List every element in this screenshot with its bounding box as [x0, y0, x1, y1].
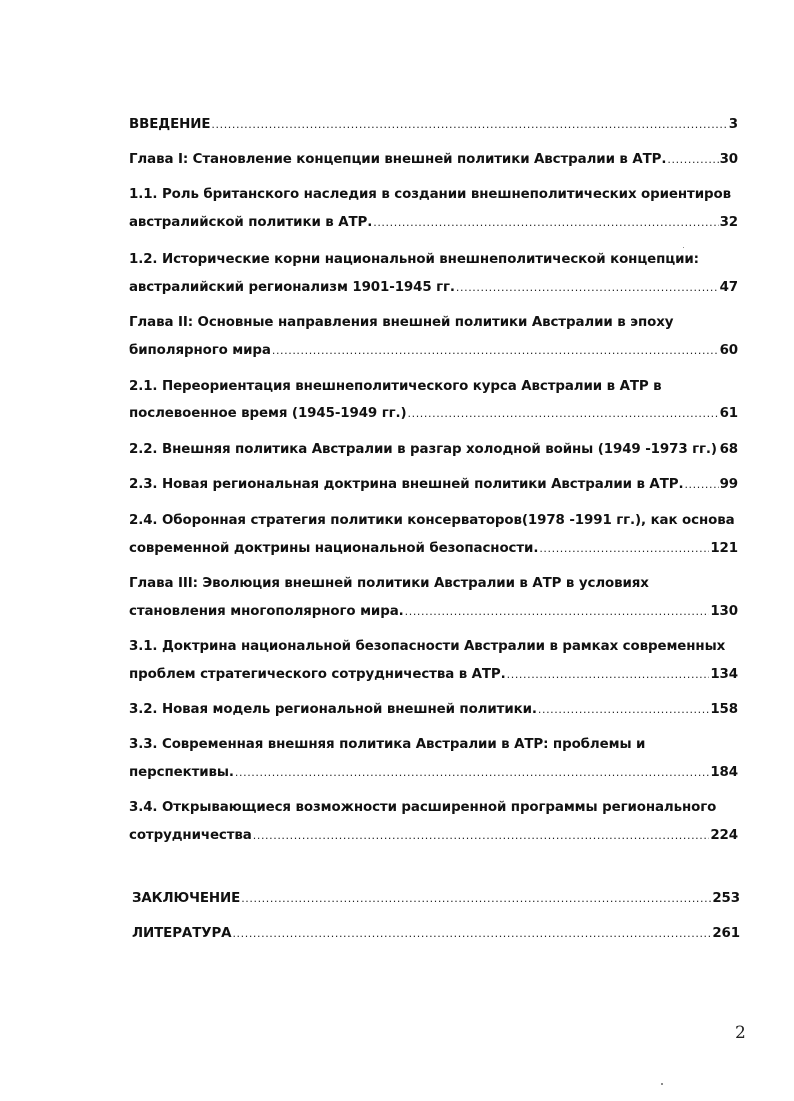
toc-entry-page: 261 — [712, 926, 740, 941]
toc-entry-conclusion — [132, 889, 740, 909]
dot-leader — [235, 763, 709, 783]
toc-entry-title: 1.1. Роль британского наследия в создании внешнеполитических ориентиров — [129, 187, 731, 202]
toc-entry-2-3 — [129, 475, 738, 495]
toc-entry-page: 60 — [719, 343, 738, 358]
toc-entry-2-4-line2 — [129, 539, 738, 559]
toc-entry-page: 158 — [710, 702, 738, 717]
dot-leader — [211, 115, 727, 135]
toc-entry-1-2-line2 — [129, 278, 738, 298]
toc-entry-title: Глава I: Становление концепции внешней политики Австралии в АТР. — [129, 152, 667, 167]
toc-entry-2-1-line1 — [129, 377, 738, 397]
toc-entry-3-4-line2 — [129, 826, 738, 846]
toc-entry-page: 61 — [719, 406, 738, 421]
toc-entry-1-2-line1 — [129, 250, 738, 270]
toc-entry-page: 184 — [710, 765, 738, 780]
scan-speck — [661, 1083, 663, 1085]
toc-entry-chapter-2-line1 — [129, 313, 738, 333]
toc-entry-3-1-line1 — [129, 637, 738, 657]
toc-entry-page: 134 — [710, 667, 738, 682]
toc-entry-literature — [132, 924, 740, 944]
toc-entry-chapter-1 — [129, 150, 738, 170]
toc-entry-3-3-line1 — [129, 735, 738, 755]
dot-leader — [456, 278, 719, 298]
toc-entry-title: ЗАКЛЮЧЕНИЕ — [132, 891, 241, 906]
toc-entry-page: 130 — [710, 604, 738, 619]
toc-entry-3-4-line1 — [129, 798, 738, 818]
dot-leader — [684, 475, 718, 495]
toc-entry-title-cont: биполярного мира — [129, 343, 271, 358]
page-number: 2 — [735, 1023, 746, 1043]
scan-speck — [683, 247, 684, 248]
toc-entry-page: 121 — [710, 541, 738, 556]
toc-entry-title: 3.2. Новая модель региональной внешней политики. — [129, 702, 537, 717]
toc-entry-page: 253 — [712, 891, 740, 906]
toc-entry-introduction — [129, 115, 738, 135]
toc-entry-title: ЛИТЕРАТУРА — [132, 926, 232, 941]
toc-entry-page: 224 — [710, 828, 738, 843]
dot-leader — [253, 826, 710, 846]
toc-entry-title-cont: перспективы. — [129, 765, 234, 780]
dot-leader — [232, 924, 711, 944]
toc-entry-page: 30 — [719, 152, 738, 167]
dot-leader — [667, 150, 718, 170]
dot-leader — [507, 665, 710, 685]
toc-entry-title: 2.1. Переориентация внешнеполитического курса Австралии в АТР в — [129, 379, 662, 394]
toc-entry-title-cont: австралийский регионализм 1901-1945 гг. — [129, 280, 455, 295]
dot-leader — [272, 341, 719, 361]
dot-leader — [405, 602, 710, 622]
toc-entry-page: 99 — [719, 477, 738, 492]
toc-entry-title-cont: проблем стратегического сотрудничества в АТР. — [129, 667, 506, 682]
toc-entry-title: Глава II: Основные направления внешней политики Австралии в эпоху — [129, 315, 674, 330]
toc-entry-title: ВВЕДЕНИЕ — [129, 117, 211, 132]
toc-entry-title: 3.4. Открывающиеся возможности расширенной программы регионального — [129, 800, 717, 815]
toc-entry-title: 1.2. Исторические корни национальной внешнеполитической концепции: — [129, 252, 699, 267]
toc-entry-title-cont: становления многополярного мира. — [129, 604, 404, 619]
dot-leader — [241, 889, 711, 909]
toc-entry-chapter-2-line2 — [129, 341, 738, 361]
dot-leader — [718, 440, 719, 460]
toc-entry-title: Глава III: Эволюция внешней политики Австралии в АТР в условиях — [129, 576, 649, 591]
dot-leader — [539, 539, 709, 559]
toc-entry-chapter-3-line2 — [129, 602, 738, 622]
toc-entry-title-cont: австралийской политики в АТР. — [129, 215, 373, 230]
toc-entry-3-3-line2 — [129, 763, 738, 783]
dot-leader — [538, 700, 709, 720]
toc-entry-title-cont: современной доктрины национальной безопасности. — [129, 541, 539, 556]
toc-entry-1-1-line2 — [129, 213, 738, 233]
toc-entry-title: 2.2. Внешняя политика Австралии в разгар холодной войны (1949 -1973 гг.) — [129, 442, 717, 457]
toc-entry-title: 2.3. Новая региональная доктрина внешней политики Австралии в АТР. — [129, 477, 684, 492]
toc-entry-title: 3.3. Современная внешняя политика Австралии в АТР: проблемы и — [129, 737, 646, 752]
toc-entry-title: 2.4. Оборонная стратегия политики консерваторов(1978 -1991 гг.), как основа — [129, 513, 735, 528]
toc-entry-title: 3.1. Доктрина национальной безопасности Австралии в рамках современных — [129, 639, 726, 654]
toc-entry-chapter-3-line1 — [129, 574, 738, 594]
dot-leader — [408, 404, 719, 424]
toc-entry-1-1-line1 — [129, 185, 738, 205]
toc-entry-2-2 — [129, 440, 738, 460]
toc-entry-title-cont: послевоенное время (1945-1949 гг.) — [129, 406, 407, 421]
toc-entry-page: 3 — [728, 117, 738, 132]
toc-entry-3-1-line2 — [129, 665, 738, 685]
toc-entry-2-1-line2 — [129, 404, 738, 424]
toc-entry-page: 68 — [719, 442, 738, 457]
toc-entry-page: 32 — [719, 215, 738, 230]
toc-entry-title-cont: сотрудничества — [129, 828, 252, 843]
toc-entry-2-4-line1 — [129, 511, 738, 531]
toc-entry-page: 47 — [719, 280, 738, 295]
toc-entry-3-2 — [129, 700, 738, 720]
dot-leader — [373, 213, 718, 233]
